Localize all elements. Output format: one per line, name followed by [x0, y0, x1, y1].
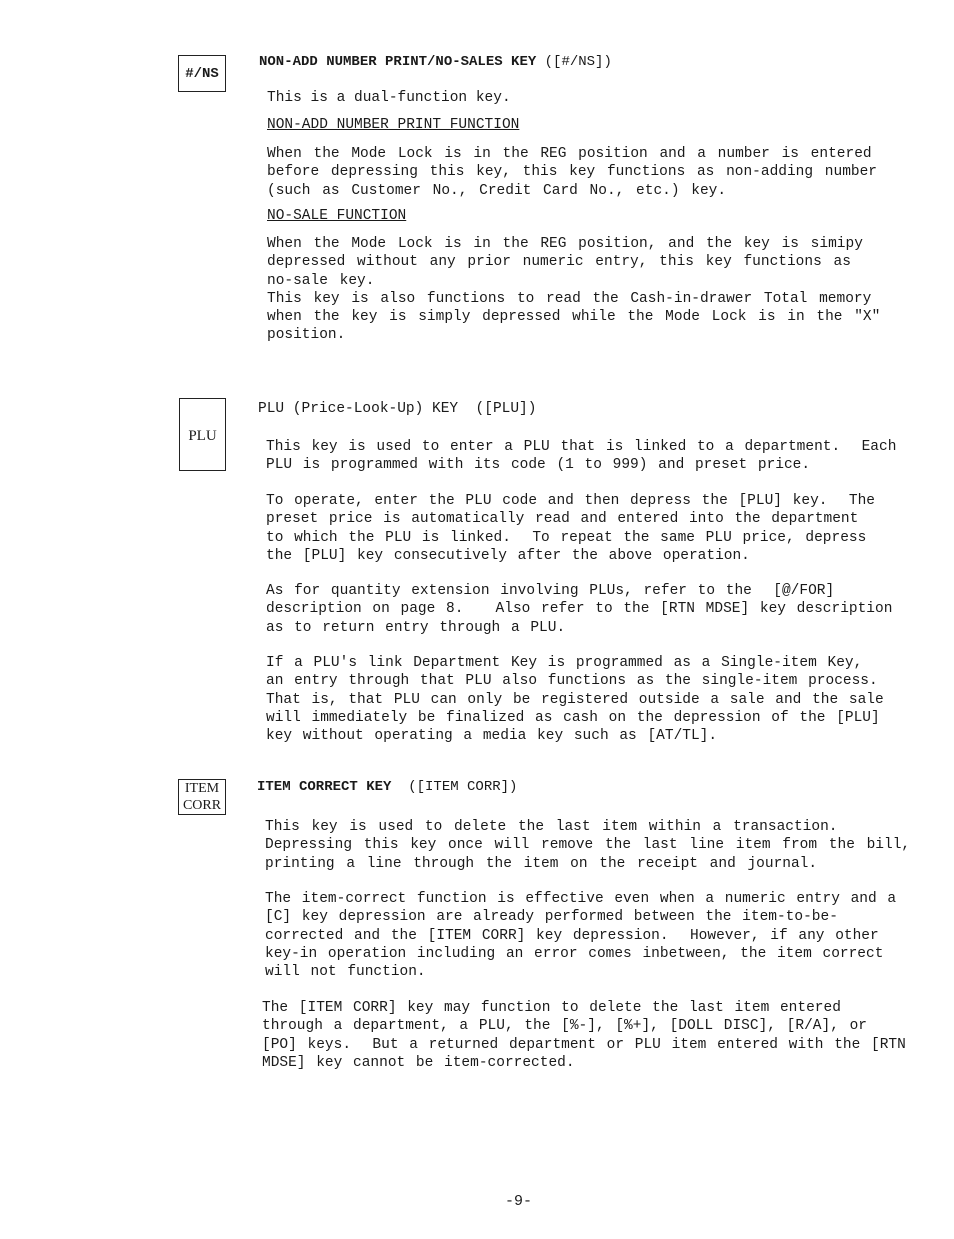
item-corr-key-box: [178, 779, 226, 815]
item-corr-key-line2: CORR: [182, 798, 222, 813]
item-corr-para-3: The [ITEM CORR] key may function to delete the last item entered through a department, a PLU, the [%-], [%+], [DOLL DISC], [R/A], or [PO] keys. But a returned department or PLU item entered with the [RTN MDSE] key cannot be item-corrected.: [262, 1000, 906, 1071]
ns-heading: [259, 54, 612, 70]
plu-para-2: To operate, enter the PLU code and then depress the [PLU] key. The preset price is automatically read and entered into the department to which the PLU is linked. To repeat the same PLU price, depress the [PLU] key consecutively after the above operation.: [266, 493, 875, 564]
item-corr-heading: [257, 779, 517, 795]
ns-key-label: #/NS: [185, 65, 219, 82]
item-corr-para-2: The item-correct function is effective even when a numeric entry and a [C] key depression are already performed between the item-to-be- corrected and the [ITEM CORR] key depression. However, if any other key-in operation including an error comes inbetween, the item correct will not function.: [265, 891, 897, 981]
ns-subheading-no-sale: NO-SALE FUNCTION: [267, 208, 407, 224]
item-corr-heading-bold: ITEM CORRECT KEY: [257, 779, 392, 795]
plu-para-1: This key is used to enter a PLU that is linked to a department. Each PLU is programmed with its code (1 to 999) and preset price.: [266, 439, 897, 474]
ns-key-box: [178, 55, 226, 92]
plu-heading: PLU (Price-Look-Up) KEY ([PLU]): [258, 401, 537, 417]
ns-para-non-add: When the Mode Lock is in the REG position and a number is entered before depressing this key, this key functions as non-adding number (such as Customer No., Credit Card No., etc.) key.: [267, 146, 877, 199]
plu-key-label: PLU: [188, 428, 217, 444]
plu-key-box: [179, 398, 226, 471]
plu-para-3: As for quantity extension involving PLUs, refer to the [@/FOR] description on page 8. Also refer to the [RTN MDSE] key description as to return entry through a PLU.: [266, 583, 893, 636]
ns-para-no-sale: When the Mode Lock is in the REG position, and the key is simipy depressed without any prior numeric entry, this key functions as no-sale key. This key is also functions to read the Cash-in-drawer Total memory when the key is simply depressed while the Mode Lock is in the "X" position.: [267, 236, 881, 344]
item-corr-para-1: This key is used to delete the last item within a transaction. Depressing this key once will remove the last line item from the bill, printing a line through the item on the receipt and journal.: [265, 819, 911, 872]
item-corr-heading-rest: ([ITEM CORR]): [391, 779, 518, 795]
ns-subheading-non-add: NON-ADD NUMBER PRINT FUNCTION: [267, 117, 520, 133]
ns-heading-rest: ([#/NS]): [536, 54, 612, 70]
ns-heading-bold: NON-ADD NUMBER PRINT/NO-SALES KEY: [259, 54, 537, 70]
ns-intro: This is a dual-function key.: [267, 90, 511, 106]
item-corr-key-line1: ITEM: [184, 781, 220, 796]
plu-para-4: If a PLU's link Department Key is programmed as a Single-item Key, an entry through that PLU also functions as the single-item process. That is, that PLU can only be registered outside a sale and the sale will immediately be finalized as cash on the depression of the [PLU] key without operating a media key such as [AT/TL].: [266, 655, 884, 745]
page-number: -9-: [505, 1193, 533, 1210]
